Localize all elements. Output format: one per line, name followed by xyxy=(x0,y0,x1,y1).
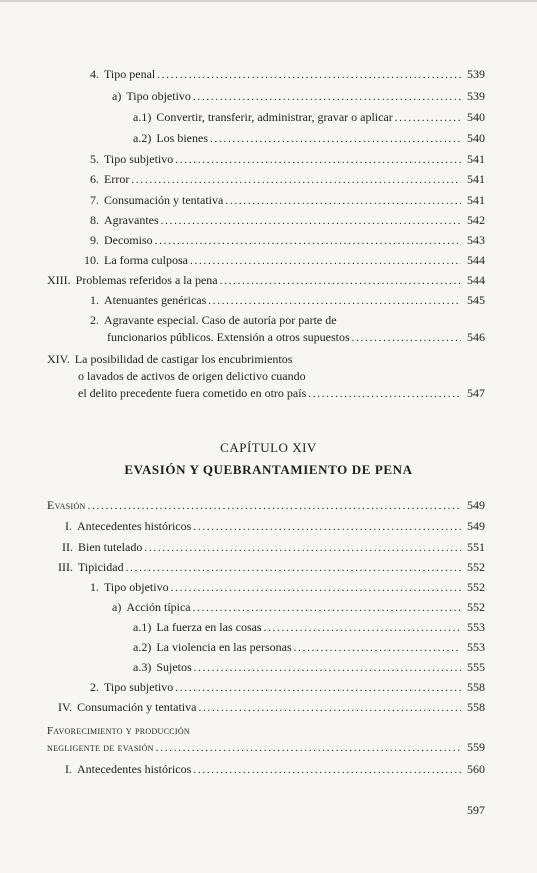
entry-number: III. xyxy=(58,560,73,574)
entry-page: 541 xyxy=(467,172,485,186)
entry-page: 553 xyxy=(467,640,485,654)
entry-title: Sujetos xyxy=(156,660,192,674)
toc-entry[interactable] xyxy=(133,131,485,147)
entry-title: Tipo subjetivo xyxy=(104,680,174,694)
entry-number: 2. xyxy=(90,680,99,694)
toc-entry[interactable] xyxy=(47,273,485,289)
toc-entry[interactable] xyxy=(84,253,485,269)
leader-dots xyxy=(175,153,461,168)
leader-dots xyxy=(193,520,461,535)
leader-dots xyxy=(126,561,461,576)
leader-dots xyxy=(190,254,461,269)
toc-entry[interactable] xyxy=(90,193,485,209)
toc-entry[interactable] xyxy=(47,498,485,514)
entry-page: 551 xyxy=(467,540,485,554)
entry-title: Atenuantes genéricas xyxy=(104,293,207,307)
entry-number: XIV. xyxy=(47,352,70,366)
entry-title: La forma culposa xyxy=(104,253,188,267)
entry-number: 2. xyxy=(90,313,99,327)
entry-page: 553 xyxy=(467,620,485,634)
leader-dots xyxy=(156,741,461,756)
toc-entry[interactable] xyxy=(65,519,485,535)
leader-dots xyxy=(175,681,461,696)
leader-dots xyxy=(155,234,461,249)
entry-page: 549 xyxy=(467,498,485,512)
leader-dots xyxy=(193,601,461,616)
toc-entry[interactable] xyxy=(58,700,485,716)
entry-number: a) xyxy=(112,89,122,103)
toc-entry[interactable] xyxy=(112,89,485,105)
entry-number: IV. xyxy=(58,700,73,714)
entry-number: a.1) xyxy=(133,620,152,634)
entry-page: 558 xyxy=(467,700,485,714)
leader-dots xyxy=(210,132,461,147)
toc-entry-continuation xyxy=(78,369,306,384)
entry-page: 547 xyxy=(467,386,485,400)
leader-dots xyxy=(264,621,461,636)
leader-dots xyxy=(220,274,461,289)
page-number: 597 xyxy=(467,803,485,817)
entry-title: Decomiso xyxy=(104,233,153,247)
entry-page: 541 xyxy=(467,152,485,166)
toc-entry[interactable] xyxy=(133,110,485,126)
entry-number: 4. xyxy=(90,67,99,81)
entry-page: 539 xyxy=(467,89,485,103)
entry-title: o lavados de activos de origen delictivo cuando xyxy=(78,369,306,383)
entry-title: Bien tutelado xyxy=(78,540,143,554)
toc-entry[interactable] xyxy=(90,680,485,696)
entry-title: Error xyxy=(104,172,130,186)
entry-number: a.3) xyxy=(133,660,152,674)
toc-entry[interactable] xyxy=(78,386,485,402)
entry-page: 540 xyxy=(467,131,485,145)
entry-number: 8. xyxy=(90,213,99,227)
entry-title: Agravante especial. Caso de autoría por parte de xyxy=(104,313,337,327)
toc-entry-wrap[interactable] xyxy=(47,724,190,739)
toc-entry-wrap[interactable] xyxy=(47,352,292,367)
entry-page: 543 xyxy=(467,233,485,247)
entry-title: negligente de evasión xyxy=(47,742,154,754)
scan-edge xyxy=(0,0,537,2)
leader-dots xyxy=(395,111,461,126)
entry-number: 1. xyxy=(90,293,99,307)
entry-title: Antecedentes históricos xyxy=(77,519,192,533)
entry-page: 542 xyxy=(467,213,485,227)
leader-dots xyxy=(161,214,461,229)
entry-page: 552 xyxy=(467,560,485,574)
entry-title: Tipo subjetivo xyxy=(104,152,174,166)
entry-title: Tipo penal xyxy=(104,67,156,81)
entry-number: I. xyxy=(65,519,72,533)
entry-page: 540 xyxy=(467,110,485,124)
entry-page: 558 xyxy=(467,680,485,694)
entry-number: XIII. xyxy=(47,273,71,287)
entry-title: Consumación y tentativa xyxy=(104,193,224,207)
toc-entry-wrap[interactable] xyxy=(90,313,337,328)
leader-dots xyxy=(88,499,461,514)
entry-title: Agravantes xyxy=(104,213,159,227)
entry-page: 555 xyxy=(467,660,485,674)
chapter-title: EVASIÓN Y QUEBRANTAMIENTO DE PENA xyxy=(124,462,413,477)
entry-page: 539 xyxy=(467,67,485,81)
entry-page: 549 xyxy=(467,519,485,533)
toc-entry[interactable] xyxy=(90,67,485,83)
entry-page: 545 xyxy=(467,293,485,307)
leader-dots xyxy=(225,194,461,209)
toc-entry[interactable] xyxy=(58,560,485,576)
toc-entry[interactable] xyxy=(47,740,485,756)
toc-entry[interactable] xyxy=(90,213,485,229)
leader-dots xyxy=(194,661,461,676)
entry-page: 560 xyxy=(467,762,485,776)
entry-number: 1. xyxy=(90,580,99,594)
entry-number: a.1) xyxy=(133,110,152,124)
entry-title: Los bienes xyxy=(156,131,208,145)
toc-entry[interactable] xyxy=(112,600,485,616)
entry-page: 541 xyxy=(467,193,485,207)
entry-number: II. xyxy=(62,540,73,554)
toc-entry[interactable] xyxy=(133,660,485,676)
entry-title: Acción típica xyxy=(126,600,191,614)
entry-number: a) xyxy=(112,600,122,614)
entry-page: 544 xyxy=(467,273,485,287)
toc-entry[interactable] xyxy=(90,172,485,188)
entry-title: Tipo objetivo xyxy=(126,89,191,103)
chapter-label: CAPÍTULO XIV xyxy=(220,440,317,455)
entry-page: 559 xyxy=(467,740,485,754)
leader-dots xyxy=(131,173,461,188)
entry-number: I. xyxy=(65,762,72,776)
entry-title: el delito precedente fuera cometido en otro país xyxy=(78,386,307,400)
entry-number: a.2) xyxy=(133,640,152,654)
leader-dots xyxy=(193,90,461,105)
toc-entry[interactable] xyxy=(62,540,485,556)
leader-dots xyxy=(352,331,461,346)
leader-dots xyxy=(208,294,461,309)
entry-number: 6. xyxy=(90,172,99,186)
entry-title: Antecedentes históricos xyxy=(77,762,192,776)
entry-page: 544 xyxy=(467,253,485,267)
entry-title: Consumación y tentativa xyxy=(77,700,197,714)
entry-page: 552 xyxy=(467,600,485,614)
toc-entry[interactable] xyxy=(133,620,485,636)
entry-number: 10. xyxy=(84,253,99,267)
leader-dots xyxy=(294,641,461,656)
entry-title: Problemas referidos a la pena xyxy=(75,273,218,287)
toc-entry[interactable] xyxy=(90,580,485,596)
toc-entry[interactable] xyxy=(65,762,485,778)
entry-title: Evasión xyxy=(47,498,86,512)
leader-dots xyxy=(171,581,461,596)
entry-number: 7. xyxy=(90,193,99,207)
entry-title: Convertir, transferir, administrar, gravar o aplicar xyxy=(156,110,393,124)
toc-entry[interactable] xyxy=(133,640,485,656)
entry-page: 552 xyxy=(467,580,485,594)
entry-title: Tipo objetivo xyxy=(104,580,169,594)
entry-number: 5. xyxy=(90,152,99,166)
toc-entry[interactable] xyxy=(107,330,485,346)
leader-dots xyxy=(157,68,461,83)
leader-dots xyxy=(198,701,461,716)
toc-entry[interactable] xyxy=(90,293,485,309)
entry-title: La fuerza en las cosas xyxy=(156,620,262,634)
entry-title: funcionarios públicos. Extensión a otros supuestos xyxy=(107,330,350,344)
leader-dots xyxy=(308,387,461,402)
toc-entry[interactable] xyxy=(90,152,485,168)
entry-title: Favorecimiento y producción xyxy=(47,725,190,737)
leader-dots xyxy=(193,763,461,778)
leader-dots xyxy=(144,541,461,556)
entry-title: La violencia en las personas xyxy=(156,640,292,654)
entry-number: 9. xyxy=(90,233,99,247)
entry-page: 546 xyxy=(467,330,485,344)
entry-number: a.2) xyxy=(133,131,152,145)
entry-title: La posibilidad de castigar los encubrimientos xyxy=(74,352,293,366)
entry-title: Tipicidad xyxy=(78,560,124,574)
toc-entry[interactable] xyxy=(90,233,485,249)
